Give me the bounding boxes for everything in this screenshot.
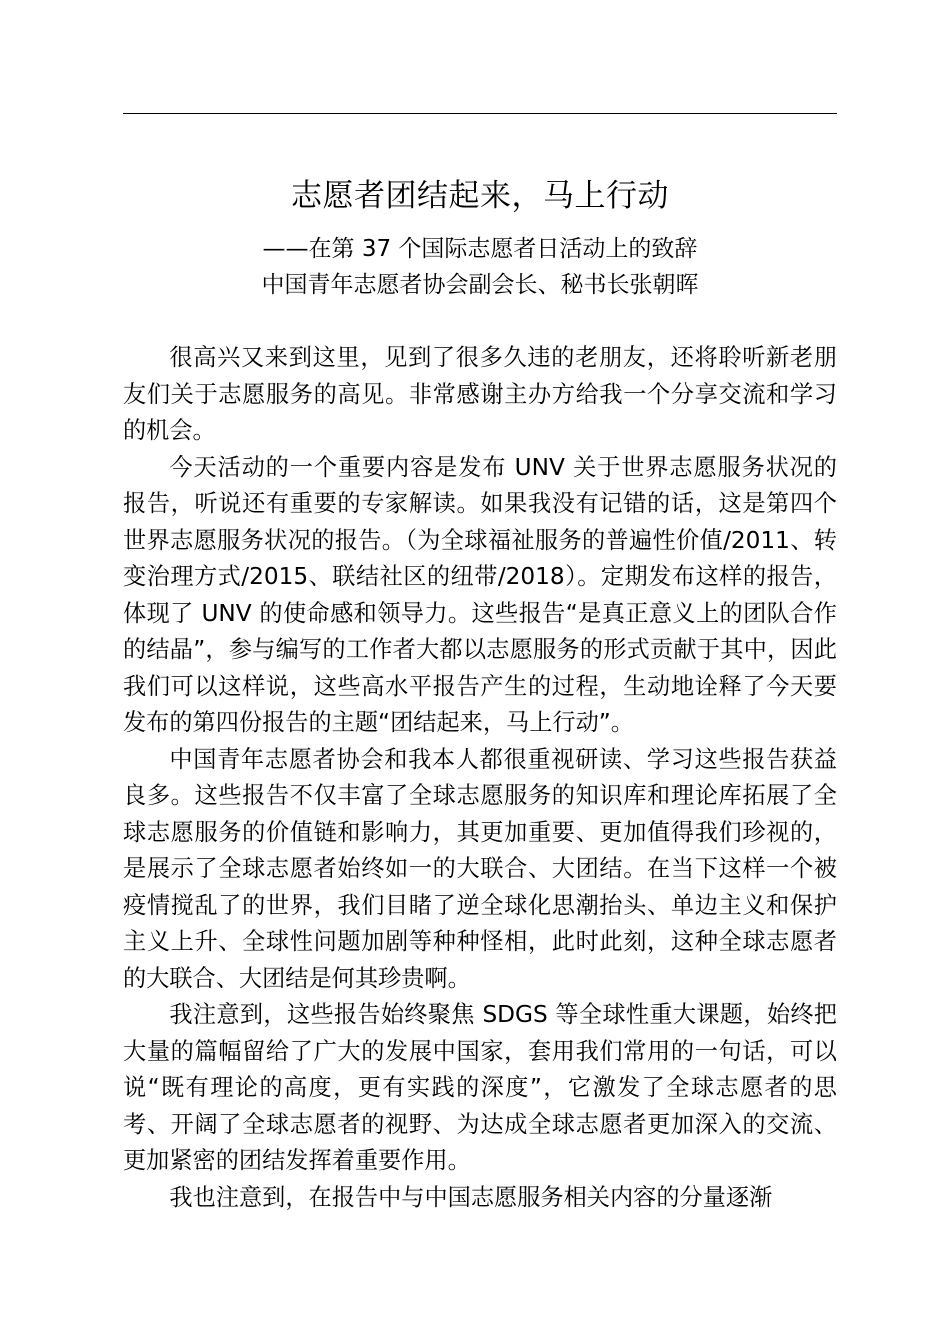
body-paragraph: 我也注意到，在报告中与中国志愿服务相关内容的分量逐渐 [169, 1183, 773, 1211]
body-paragraph: 很高兴又来到这里，见到了很多久违的老朋友，还将聆听新老朋友们关于志愿服务的高见。非常感谢主办方给我一个分享交流和学习的机会。 [123, 344, 837, 444]
document-title: 志愿者团结起来，马上行动 [291, 178, 669, 214]
document-subtitle-occasion: ——在第 37 个国际志愿者日活动上的致辞 [262, 236, 698, 262]
body-paragraph: 我注意到，这些报告始终聚焦 SDGS 等全球性重大课题，始终把大量的篇幅留给了广大的发展中国家，套用我们常用的一句话，可以说“既有理论的高度，更有实践的深度”，它激发了全球志愿者的思考、开阔了全球志愿者的视野、为达成全球志愿者更加深入的交流、更加紧密的团结发挥着重要作用。 [123, 1001, 837, 1174]
header-rule [123, 113, 837, 114]
document-body [123, 340, 837, 1216]
body-paragraph: 中国青年志愿者协会和我本人都很重视研读、学习这些报告获益良多。这些报告不仅丰富了全球志愿服务的知识库和理论库拓展了全球志愿服务的价值链和影响力，其更加重要、更加值得我们珍视的，是展示了全球志愿者始终如一的大联合、大团结。在当下这样一个被疫情搅乱了的世界，我们目睹了逆全球化思潮抬头、单边主义和保护主义上升、全球性问题加剧等种种怪相，此时此刻，这种全球志愿者的大联合、大团结是何其珍贵啊。 [123, 745, 837, 992]
body-paragraph: 今天活动的一个重要内容是发布 UNV 关于世界志愿服务状况的报告，听说还有重要的专家解读。如果我没有记错的话，这是第四个世界志愿服务状况的报告。（为全球福祉服务的普遍性价值/2011、转变治理方式/2015、联结社区的纽带/2018）。定期发布这样的报告，体现了 UNV 的使命感和领导力。这些报告“是真正意义上的团队合作的结晶”，参与编写的工作者大都以志愿服务的形式贡献于其中，因此我们可以这样说，这些高水平报告产生的过程，生动地诠释了今天要发布的第四份报告的主题“团结起来，马上行动”。 [123, 453, 837, 736]
document-subtitle-speaker: 中国青年志愿者协会副会长、秘书长张朝晖 [261, 272, 699, 298]
